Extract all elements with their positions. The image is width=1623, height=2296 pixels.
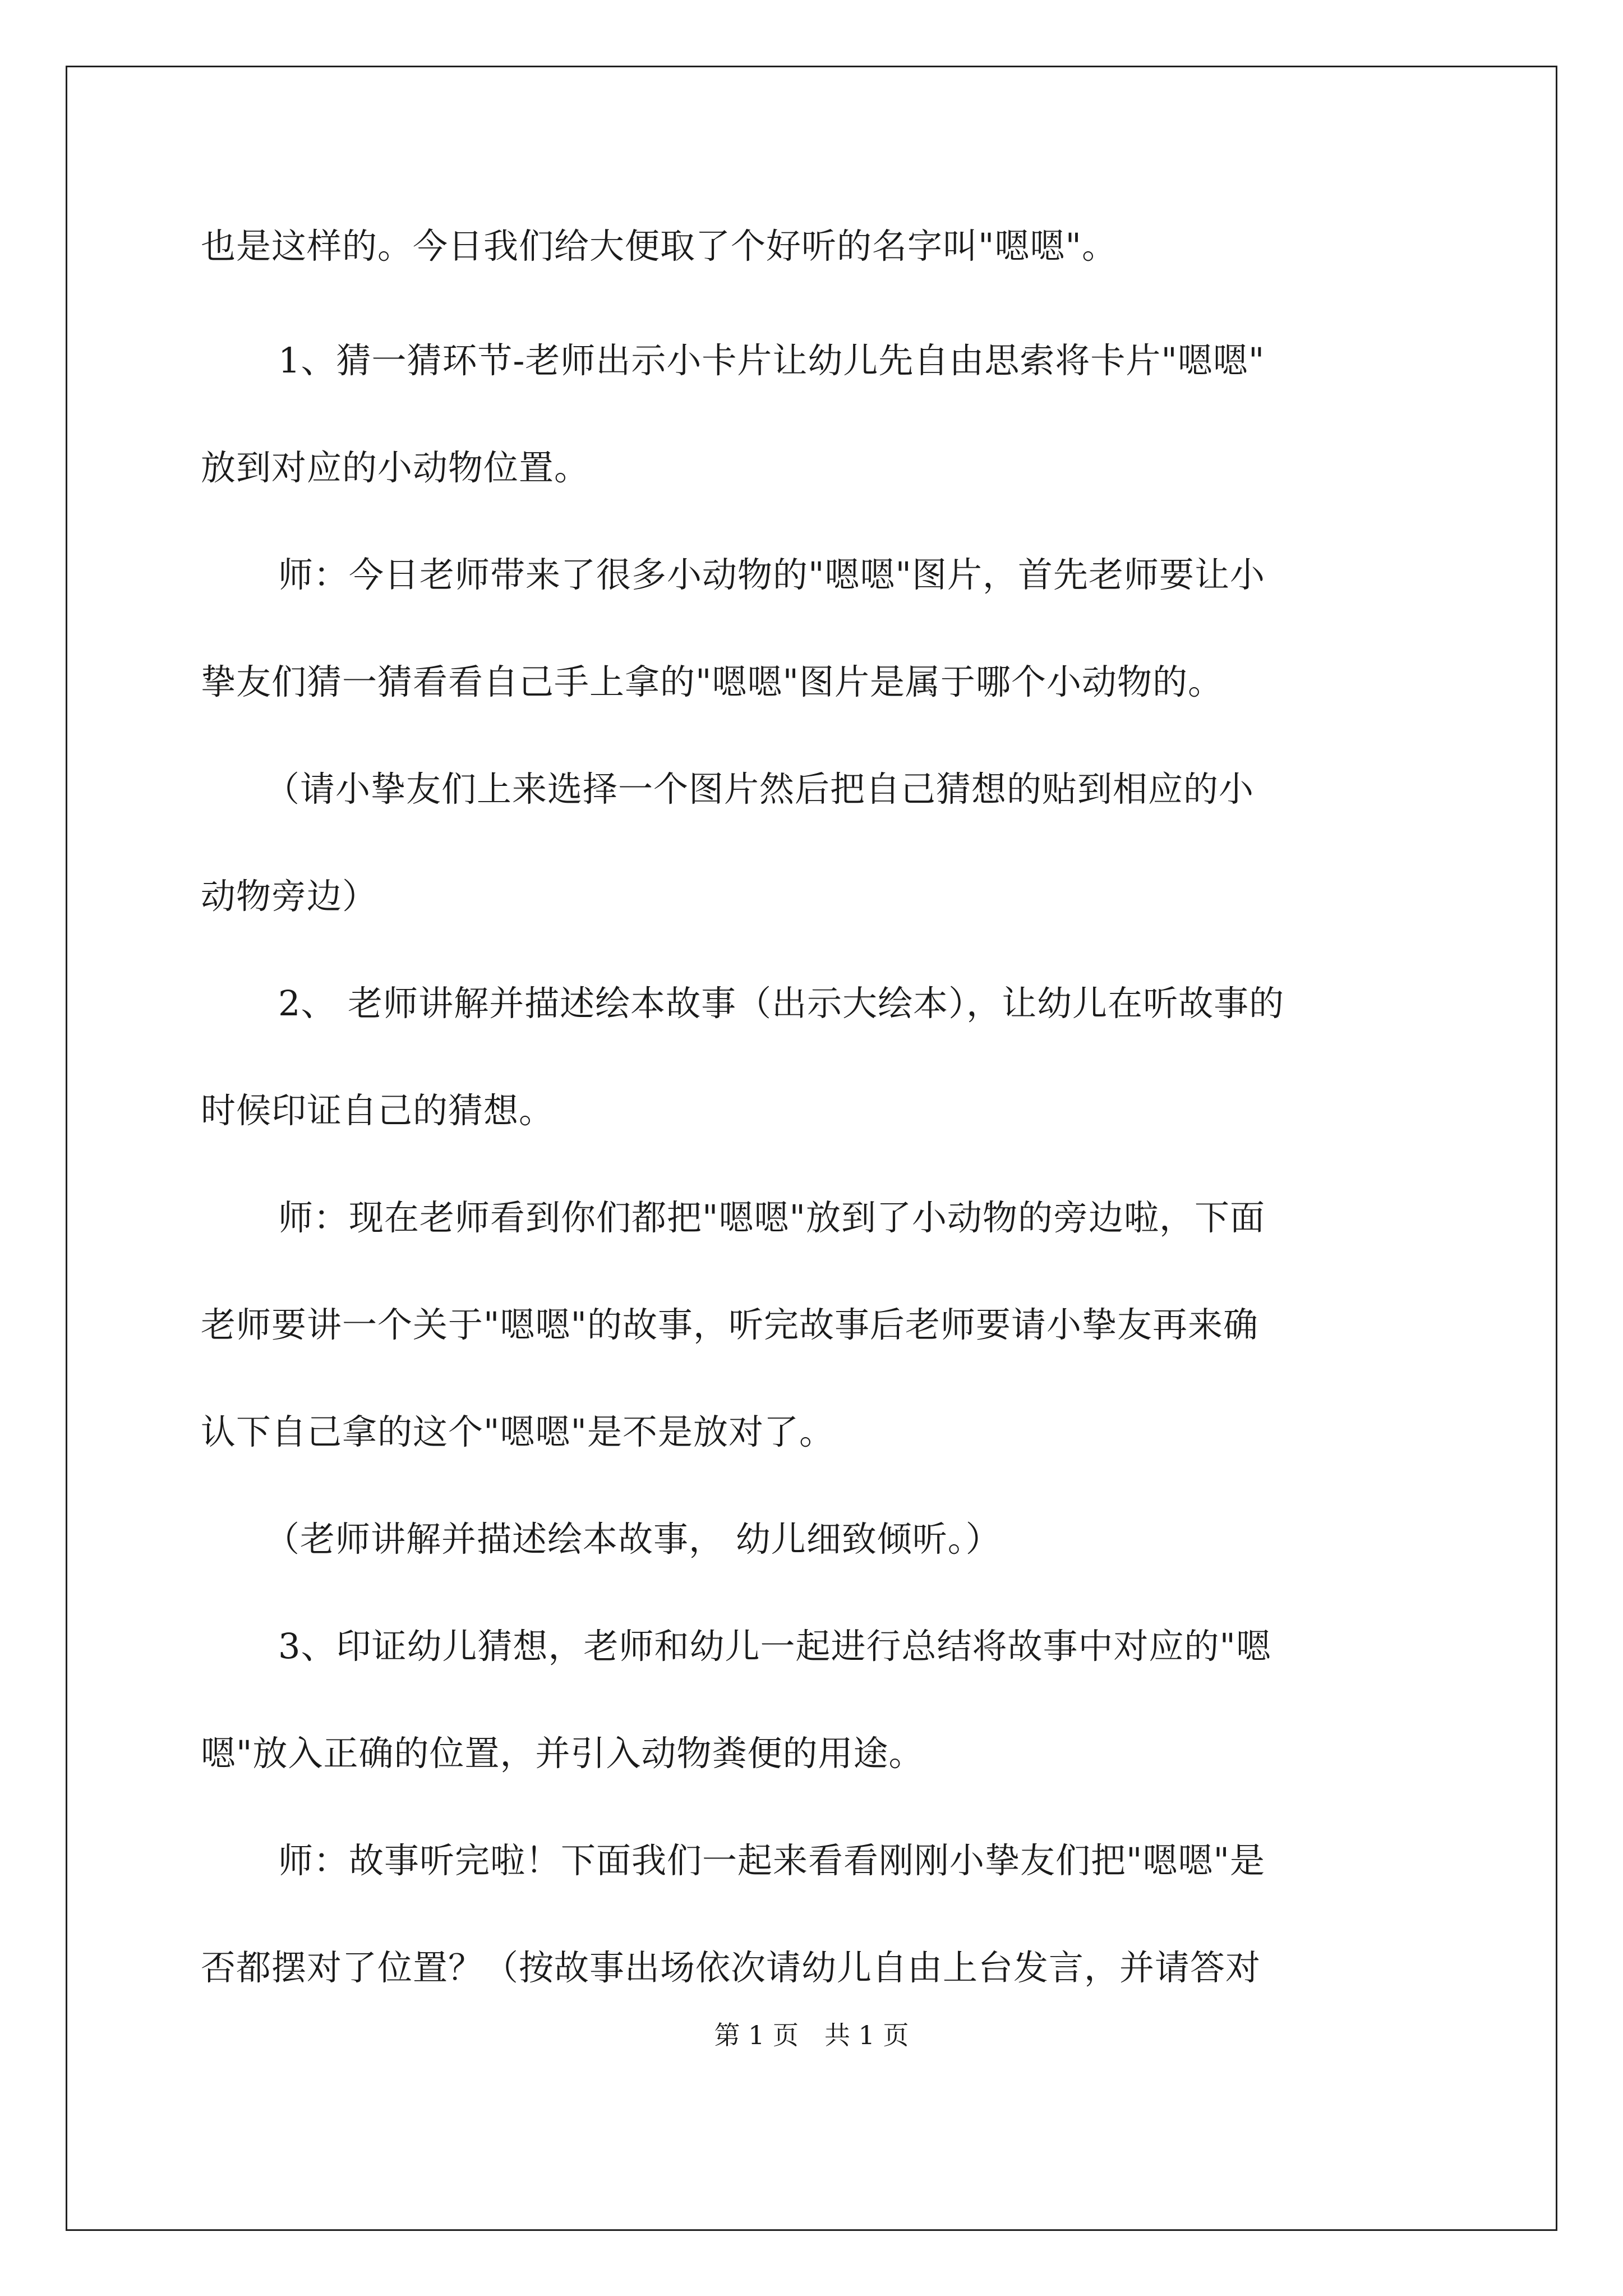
text-line-2: 1、猜一猜环节-老师出示小卡片让幼儿先自由思索将卡片"嗯嗯": [278, 340, 1265, 381]
text-line-13: （老师讲解并描述绘本故事， 幼儿细致倾听。）: [265, 1519, 1001, 1559]
text-line-16: 师：故事听完啦！下面我们一起来看看刚刚小挚友们把"嗯嗯"是: [278, 1840, 1266, 1881]
text-line-5: 挚友们猜一猜看看自己手上拿的"嗯嗯"图片是属于哪个小动物的。: [201, 661, 1224, 702]
text-line-4: 师：今日老师带来了很多小动物的"嗯嗯"图片，首先老师要让小: [278, 554, 1266, 595]
text-line-15: 嗯"放入正确的位置，并引入动物粪便的用途。: [201, 1733, 924, 1774]
text-line-7: 动物旁边）: [201, 876, 378, 917]
page-frame: [66, 66, 1557, 2231]
text-line-12: 认下自己拿的这个"嗯嗯"是不是放对了。: [201, 1411, 835, 1452]
text-line-1: 也是这样的。今日我们给大便取了个好听的名字叫"嗯嗯"。: [201, 226, 1118, 266]
page-number-footer: 第 1 页 共 1 页: [714, 2020, 909, 2050]
text-line-11: 老师要讲一个关于"嗯嗯"的故事，听完故事后老师要请小挚友再来确: [201, 1304, 1259, 1345]
text-line-6: （请小挚友们上来选择一个图片然后把自己猜想的贴到相应的小: [265, 769, 1255, 809]
text-line-14: 3、印证幼儿猜想，老师和幼儿一起进行总结将故事中对应的"嗯: [278, 1626, 1271, 1667]
text-line-17: 否都摆对了位置？（按故事出场依次请幼儿自由上台发言，并请答对: [201, 1947, 1261, 1988]
text-line-10: 师：现在老师看到你们都把"嗯嗯"放到了小动物的旁边啦，下面: [278, 1197, 1266, 1238]
text-line-3: 放到对应的小动物位置。: [201, 447, 590, 488]
text-line-9: 时候印证自己的猜想。: [201, 1090, 555, 1131]
text-line-8: 2、 老师讲解并描述绘本故事（出示大绘本），让幼儿在听故事的: [278, 983, 1285, 1024]
